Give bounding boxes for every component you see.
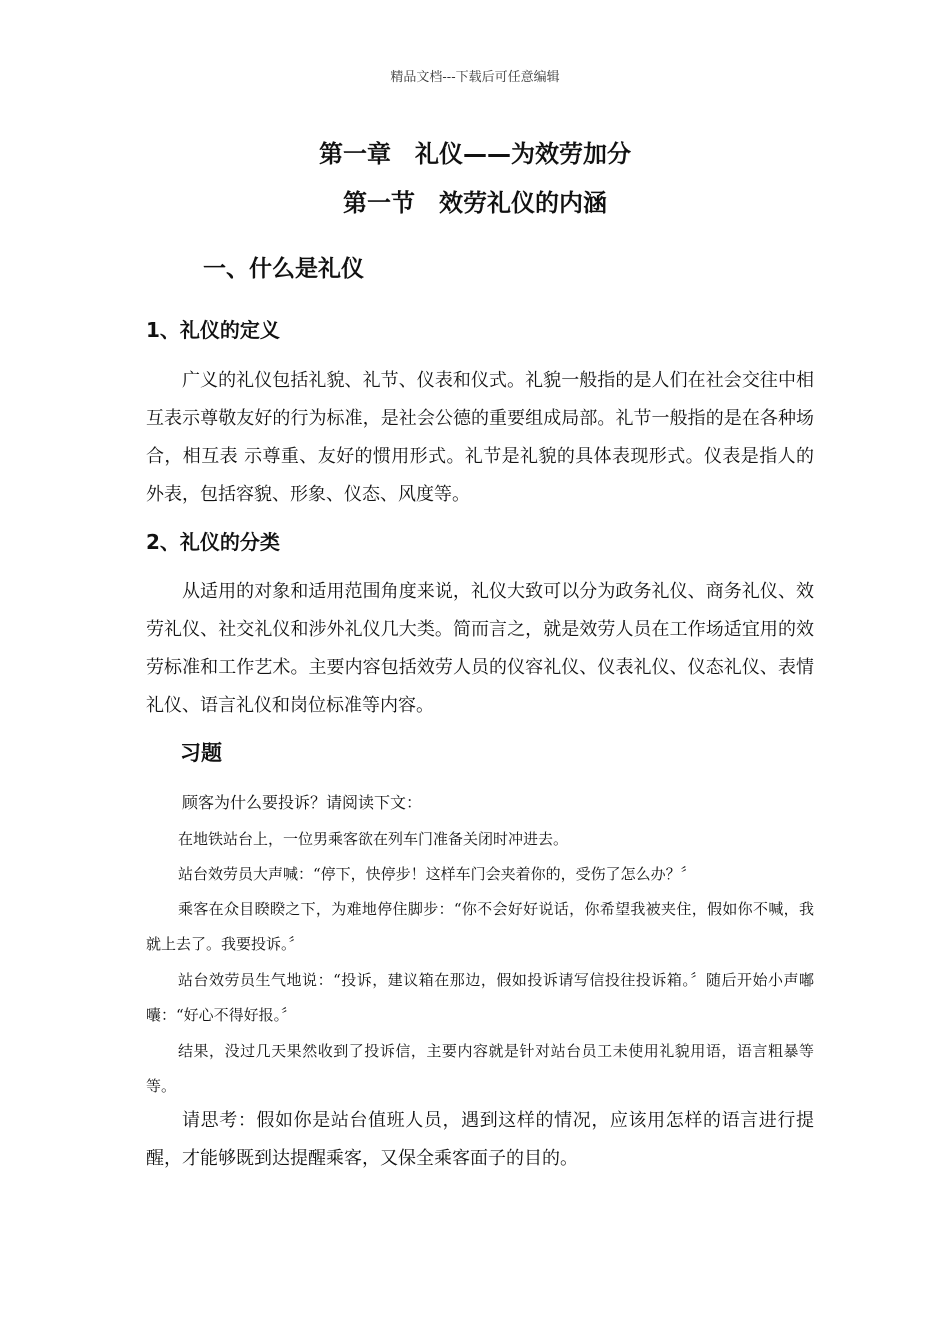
dialog-line: 站台效劳员生气地说：“投诉，建议箱在那边，假如投诉请写信投往投诉箱。〞随后开始小声嘟囔：“好心不得好报。〞 xyxy=(146,971,814,1024)
paragraph-definition: 广义的礼仪包括礼貌、礼节、仪表和仪式。礼貌一般指的是人们在社会交往中相互表示尊敬友好的行为标准，是社会公德的重要组成局部。礼节一般指的是在各种场合，相互表 示尊重、友好的惯用形式。礼节是礼貌的具体表现形式。仪表是指人的外表，包括容貌、形象、仪态、风度等。 xyxy=(146,370,814,505)
question-paragraph: 请思考：假如你是站台值班人员，遇到这样的情况，应该用怎样的语言进行提醒，才能够既到达提醒乘客，又保全乘客面子的目的。 xyxy=(146,1110,814,1169)
dialog-line: 乘客在众目睽睽之下，为难地停住脚步：“你不会好好说话，你希望我被夹住，假如你不喊，我就上去了。我要投诉。〞 xyxy=(146,900,814,953)
dialog-line: 结果，没过几天果然收到了投诉信，主要内容就是针对站台员工未使用礼貌用语，语言粗暴等等。 xyxy=(146,1042,814,1095)
dialog-line: 站台效劳员大声喊：“停下，快停步！这样车门会夹着你的，受伤了怎么办？〞 xyxy=(178,865,696,883)
exercise-heading: 习题 xyxy=(180,741,222,765)
heading-what-is-etiquette: 一、什么是礼仪 xyxy=(203,256,364,282)
heading-classification: 2、礼仪的分类 xyxy=(146,530,280,554)
header-note: 精品文档---下载后可任意编辑 xyxy=(390,70,560,85)
exercise-intro: 顾客为什么要投诉？请阅读下文： xyxy=(182,793,423,812)
dialog-line: 在地铁站台上，一位男乘客欲在列车门准备关闭时冲进去。 xyxy=(178,830,569,848)
chapter-title: 第一章 礼仪——为效劳加分 xyxy=(319,140,631,168)
heading-definition: 1、礼仪的定义 xyxy=(146,318,280,342)
paragraph-classification: 从适用的对象和适用范围角度来说，礼仪大致可以分为政务礼仪、商务礼仪、效劳礼仪、社交礼仪和涉外礼仪几大类。简而言之，就是效劳人员在工作场适宜用的效劳标准和工作艺术。主要内容包括效劳人员的仪容礼仪、仪表礼仪、仪态礼仪、表情礼仪、语言礼仪和岗位标准等内容。 xyxy=(146,581,814,716)
section-title: 第一节 效劳礼仪的内涵 xyxy=(343,189,607,217)
